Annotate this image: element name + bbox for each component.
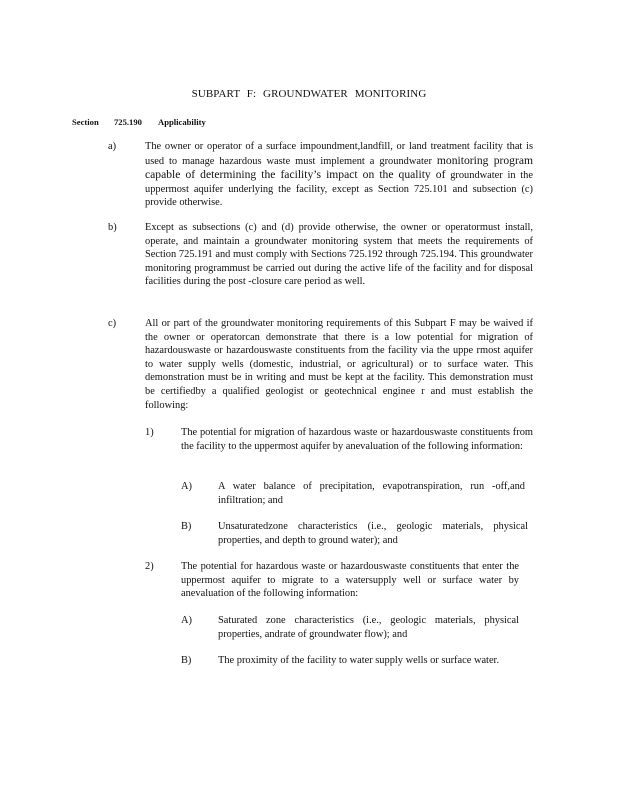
subitem-1b-text: Unsaturatedzone characteristics (i.e., geologic materials, physical properties, and depth to ground water); and	[218, 521, 528, 546]
page-title: SUBPART F: GROUNDWATER MONITORING	[191, 88, 427, 100]
paragraph-b: Except as subsections (c) and (d) provide otherwise, the owner or operatormust install, operate, and maintain a groundwater monitoring system that meets the requirements of Section 725.191 and must comply with Sections 725.192 through 725.194. This groundwater monitoring programmust be carried out during the active life of the facility and for disposal facilities during the post -closure care period as well.	[145, 222, 533, 288]
paragraph-a-text-start: The owner or operator of a surface impoundment,landfill, or land treatment facility that is used to manage hazardous waste must implement a groundwater	[145, 141, 533, 167]
paragraph-a	[145, 140, 533, 210]
paragraph-a-text-end: groundwater in the uppermost aquifer underlying the facility, except as Section 725.101 and subsection (c) provide otherwise.	[145, 170, 533, 209]
section-heading-text: Applicability	[158, 117, 206, 127]
section-label: Section	[72, 117, 99, 127]
section-number: 725.190	[114, 117, 142, 127]
paragraph-c: All or part of the groundwater monitoring requirements of this Subpart F may be waived if the owner or operatorcan demonstrate that there is a low potential for migration of hazardouswaste or hazardouswaste constituents from the facility via the uppe rmost aquifer to water supply wells (domestic, industrial, or agricultural) or to surface water. This demonstration must be in writing and must be kept at the facility. This demonstration must be certifiedby a qualified geologist or geotechnical enginee r and must establish the following:	[145, 318, 533, 411]
subitem-marker: B)	[181, 655, 192, 666]
paragraph-a-text-emphasis: monitoring program capable of determining the facility’s impact on the quality of	[145, 153, 533, 182]
subitem-1a-text: A water balance of precipitation, evapotranspiration, run -off,and infiltration; and	[218, 481, 525, 506]
item-marker: 2)	[145, 561, 154, 572]
paragraph-marker: c)	[108, 318, 117, 329]
subitem-marker: A)	[181, 481, 192, 492]
item-marker: 1)	[145, 427, 154, 438]
subitem-2b-text: The proximity of the facility to water supply wells or surface water.	[218, 655, 500, 666]
paragraph-marker: b)	[108, 222, 117, 233]
subitem-2a-text: Saturated zone characteristics (i.e., geologic materials, physical properties, andrate of groundwater flow); and	[218, 615, 519, 640]
subitem-marker: A)	[181, 615, 192, 626]
item-1-text: The potential for migration of hazardous waste or hazardouswaste constituents from the facility to the uppermost aquifer by anevaluation of the following information:	[181, 427, 533, 452]
subitem-marker: B)	[181, 521, 192, 532]
item-2-text: The potential for hazardous waste or hazardouswaste constituents that enter the uppermost aquifer to migrate to a watersupply well or surface water by anevaluation of the following information:	[181, 561, 519, 600]
paragraph-marker: a)	[108, 141, 117, 152]
